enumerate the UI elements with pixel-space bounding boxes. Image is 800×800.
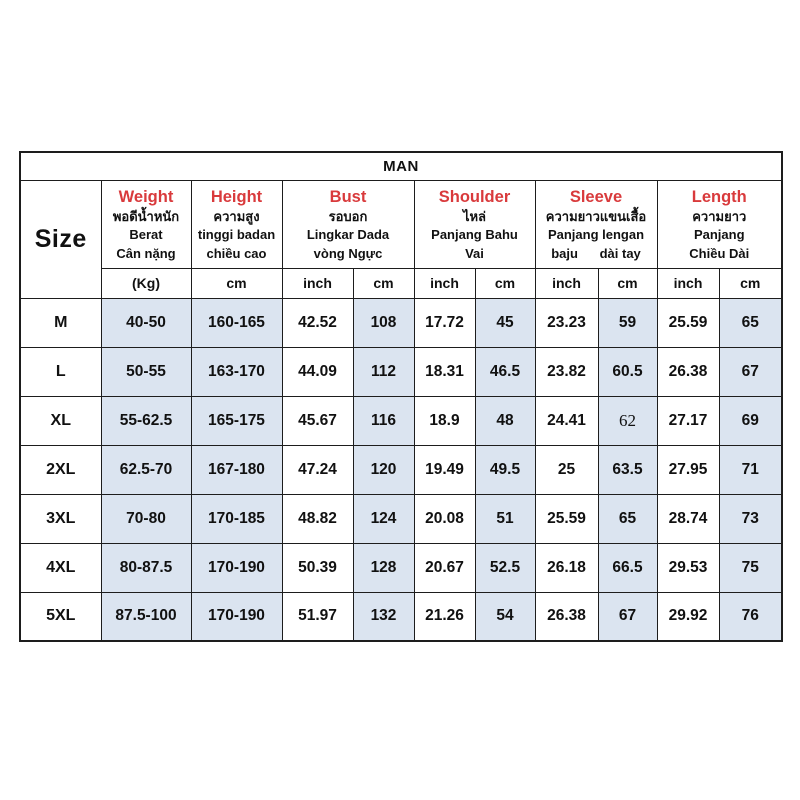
value-cell: 26.38 (657, 347, 719, 396)
column-header-length (657, 180, 782, 268)
weight-label-id: Berat (129, 227, 163, 243)
table-row (20, 445, 782, 494)
bust-label-th: รอบอก (328, 208, 368, 224)
unit-length-cm: cm (719, 268, 782, 298)
unit-bust-cm: cm (353, 268, 414, 298)
value-cell: 17.72 (414, 298, 475, 347)
value-cell: 60.5 (598, 347, 657, 396)
value-cell: 48 (475, 396, 535, 445)
unit-shoulder-cm: cm (475, 268, 535, 298)
value-cell: 69 (719, 396, 782, 445)
value-cell: 120 (353, 445, 414, 494)
value-cell: 73 (719, 494, 782, 543)
table-row (20, 298, 782, 347)
table-row (20, 396, 782, 445)
weight-label: Weight (118, 187, 174, 206)
table-row (20, 347, 782, 396)
table-row (20, 592, 782, 641)
value-cell: 170-190 (191, 592, 282, 641)
value-cell: 132 (353, 592, 414, 641)
column-header-sleeve (535, 180, 657, 268)
value-cell: 170-190 (191, 543, 282, 592)
unit-shoulder-inch: inch (414, 268, 475, 298)
weight-label-vi: Cân nặng (116, 245, 176, 261)
column-header-shoulder (414, 180, 535, 268)
size-rows (20, 298, 782, 641)
value-cell: 66.5 (598, 543, 657, 592)
value-cell: 165-175 (191, 396, 282, 445)
table-row (20, 543, 782, 592)
sleeve-label-th: ความยาวแขนเสื้อ (545, 208, 647, 224)
value-cell: 46.5 (475, 347, 535, 396)
unit-length-inch: inch (657, 268, 719, 298)
value-cell: 49.5 (475, 445, 535, 494)
bust-label-vi: vòng Ngực (313, 245, 383, 261)
size-cell: XL (20, 396, 101, 445)
size-cell: L (20, 347, 101, 396)
shoulder-label: Shoulder (438, 187, 511, 206)
value-cell: 18.31 (414, 347, 475, 396)
length-label-id: Panjang (693, 227, 745, 243)
height-label-id: tinggi badan (197, 227, 276, 243)
value-cell: 170-185 (191, 494, 282, 543)
value-cell: 42.52 (282, 298, 353, 347)
weight-label-th: พอดีน้ำหนัก (112, 208, 180, 224)
column-header-height (191, 180, 282, 268)
table-title: MAN (20, 152, 782, 180)
value-cell: 47.24 (282, 445, 353, 494)
value-cell: 28.74 (657, 494, 719, 543)
length-label: Length (691, 187, 747, 206)
value-cell: 45 (475, 298, 535, 347)
value-cell: 23.82 (535, 347, 598, 396)
value-cell: 75 (719, 543, 782, 592)
value-cell: 70-80 (101, 494, 191, 543)
value-cell: 63.5 (598, 445, 657, 494)
value-cell: 19.49 (414, 445, 475, 494)
unit-bust-inch: inch (282, 268, 353, 298)
value-cell: 80-87.5 (101, 543, 191, 592)
height-label-th: ความสูง (213, 208, 260, 224)
value-cell: 29.92 (657, 592, 719, 641)
value-cell: 20.67 (414, 543, 475, 592)
value-cell: 51 (475, 494, 535, 543)
value-cell: 167-180 (191, 445, 282, 494)
column-header-weight (101, 180, 191, 268)
value-cell: 25.59 (535, 494, 598, 543)
value-cell: 67 (598, 592, 657, 641)
value-cell: 44.09 (282, 347, 353, 396)
bust-label-id: Lingkar Dada (306, 227, 390, 243)
value-cell: 50-55 (101, 347, 191, 396)
value-cell: 55-62.5 (101, 396, 191, 445)
unit-weight-kg: (Kg) (101, 268, 191, 298)
value-cell: 116 (353, 396, 414, 445)
value-cell: 45.67 (282, 396, 353, 445)
table-title-row (20, 152, 782, 180)
height-label-vi: chiều cao (206, 245, 267, 261)
bust-label: Bust (329, 187, 367, 206)
value-cell: 48.82 (282, 494, 353, 543)
size-cell: 2XL (20, 445, 101, 494)
column-header-bust (282, 180, 414, 268)
value-cell: 26.38 (535, 592, 598, 641)
value-cell: 25.59 (657, 298, 719, 347)
value-cell: 108 (353, 298, 414, 347)
value-cell: 62 (598, 396, 657, 445)
size-column-header: Size (20, 180, 101, 298)
value-cell: 65 (598, 494, 657, 543)
column-header-row (20, 180, 782, 268)
value-cell: 29.53 (657, 543, 719, 592)
value-cell: 160-165 (191, 298, 282, 347)
value-cell: 128 (353, 543, 414, 592)
units-row (20, 268, 782, 298)
sleeve-label: Sleeve (569, 187, 623, 206)
size-chart-table (19, 151, 783, 642)
value-cell: 24.41 (535, 396, 598, 445)
value-cell: 112 (353, 347, 414, 396)
unit-height-cm: cm (191, 268, 282, 298)
value-cell: 54 (475, 592, 535, 641)
value-cell: 59 (598, 298, 657, 347)
value-cell: 67 (719, 347, 782, 396)
table-row (20, 494, 782, 543)
sleeve-label-id: Panjang lengan (547, 227, 645, 243)
height-label: Height (210, 187, 263, 206)
value-cell: 27.17 (657, 396, 719, 445)
unit-sleeve-inch: inch (535, 268, 598, 298)
sleeve-label-vi: baju dài tay (551, 245, 641, 261)
value-cell: 25 (535, 445, 598, 494)
value-cell: 124 (353, 494, 414, 543)
value-cell: 65 (719, 298, 782, 347)
value-cell: 21.26 (414, 592, 475, 641)
value-cell: 51.97 (282, 592, 353, 641)
length-label-vi: Chiều Dài (689, 245, 750, 261)
value-cell: 20.08 (414, 494, 475, 543)
value-cell: 76 (719, 592, 782, 641)
value-cell: 27.95 (657, 445, 719, 494)
shoulder-label-vi: Vai (465, 245, 484, 261)
size-cell: 4XL (20, 543, 101, 592)
value-cell: 23.23 (535, 298, 598, 347)
shoulder-label-id: Panjang Bahu (431, 227, 518, 243)
value-cell: 163-170 (191, 347, 282, 396)
value-cell: 62.5-70 (101, 445, 191, 494)
value-cell: 87.5-100 (101, 592, 191, 641)
unit-sleeve-cm: cm (598, 268, 657, 298)
value-cell: 52.5 (475, 543, 535, 592)
shoulder-label-th: ไหล่ (462, 208, 487, 224)
size-cell: 5XL (20, 592, 101, 641)
value-cell: 18.9 (414, 396, 475, 445)
value-cell: 50.39 (282, 543, 353, 592)
size-cell: M (20, 298, 101, 347)
size-cell: 3XL (20, 494, 101, 543)
value-cell: 26.18 (535, 543, 598, 592)
value-cell: 40-50 (101, 298, 191, 347)
length-label-th: ความยาว (692, 208, 747, 224)
value-cell: 71 (719, 445, 782, 494)
